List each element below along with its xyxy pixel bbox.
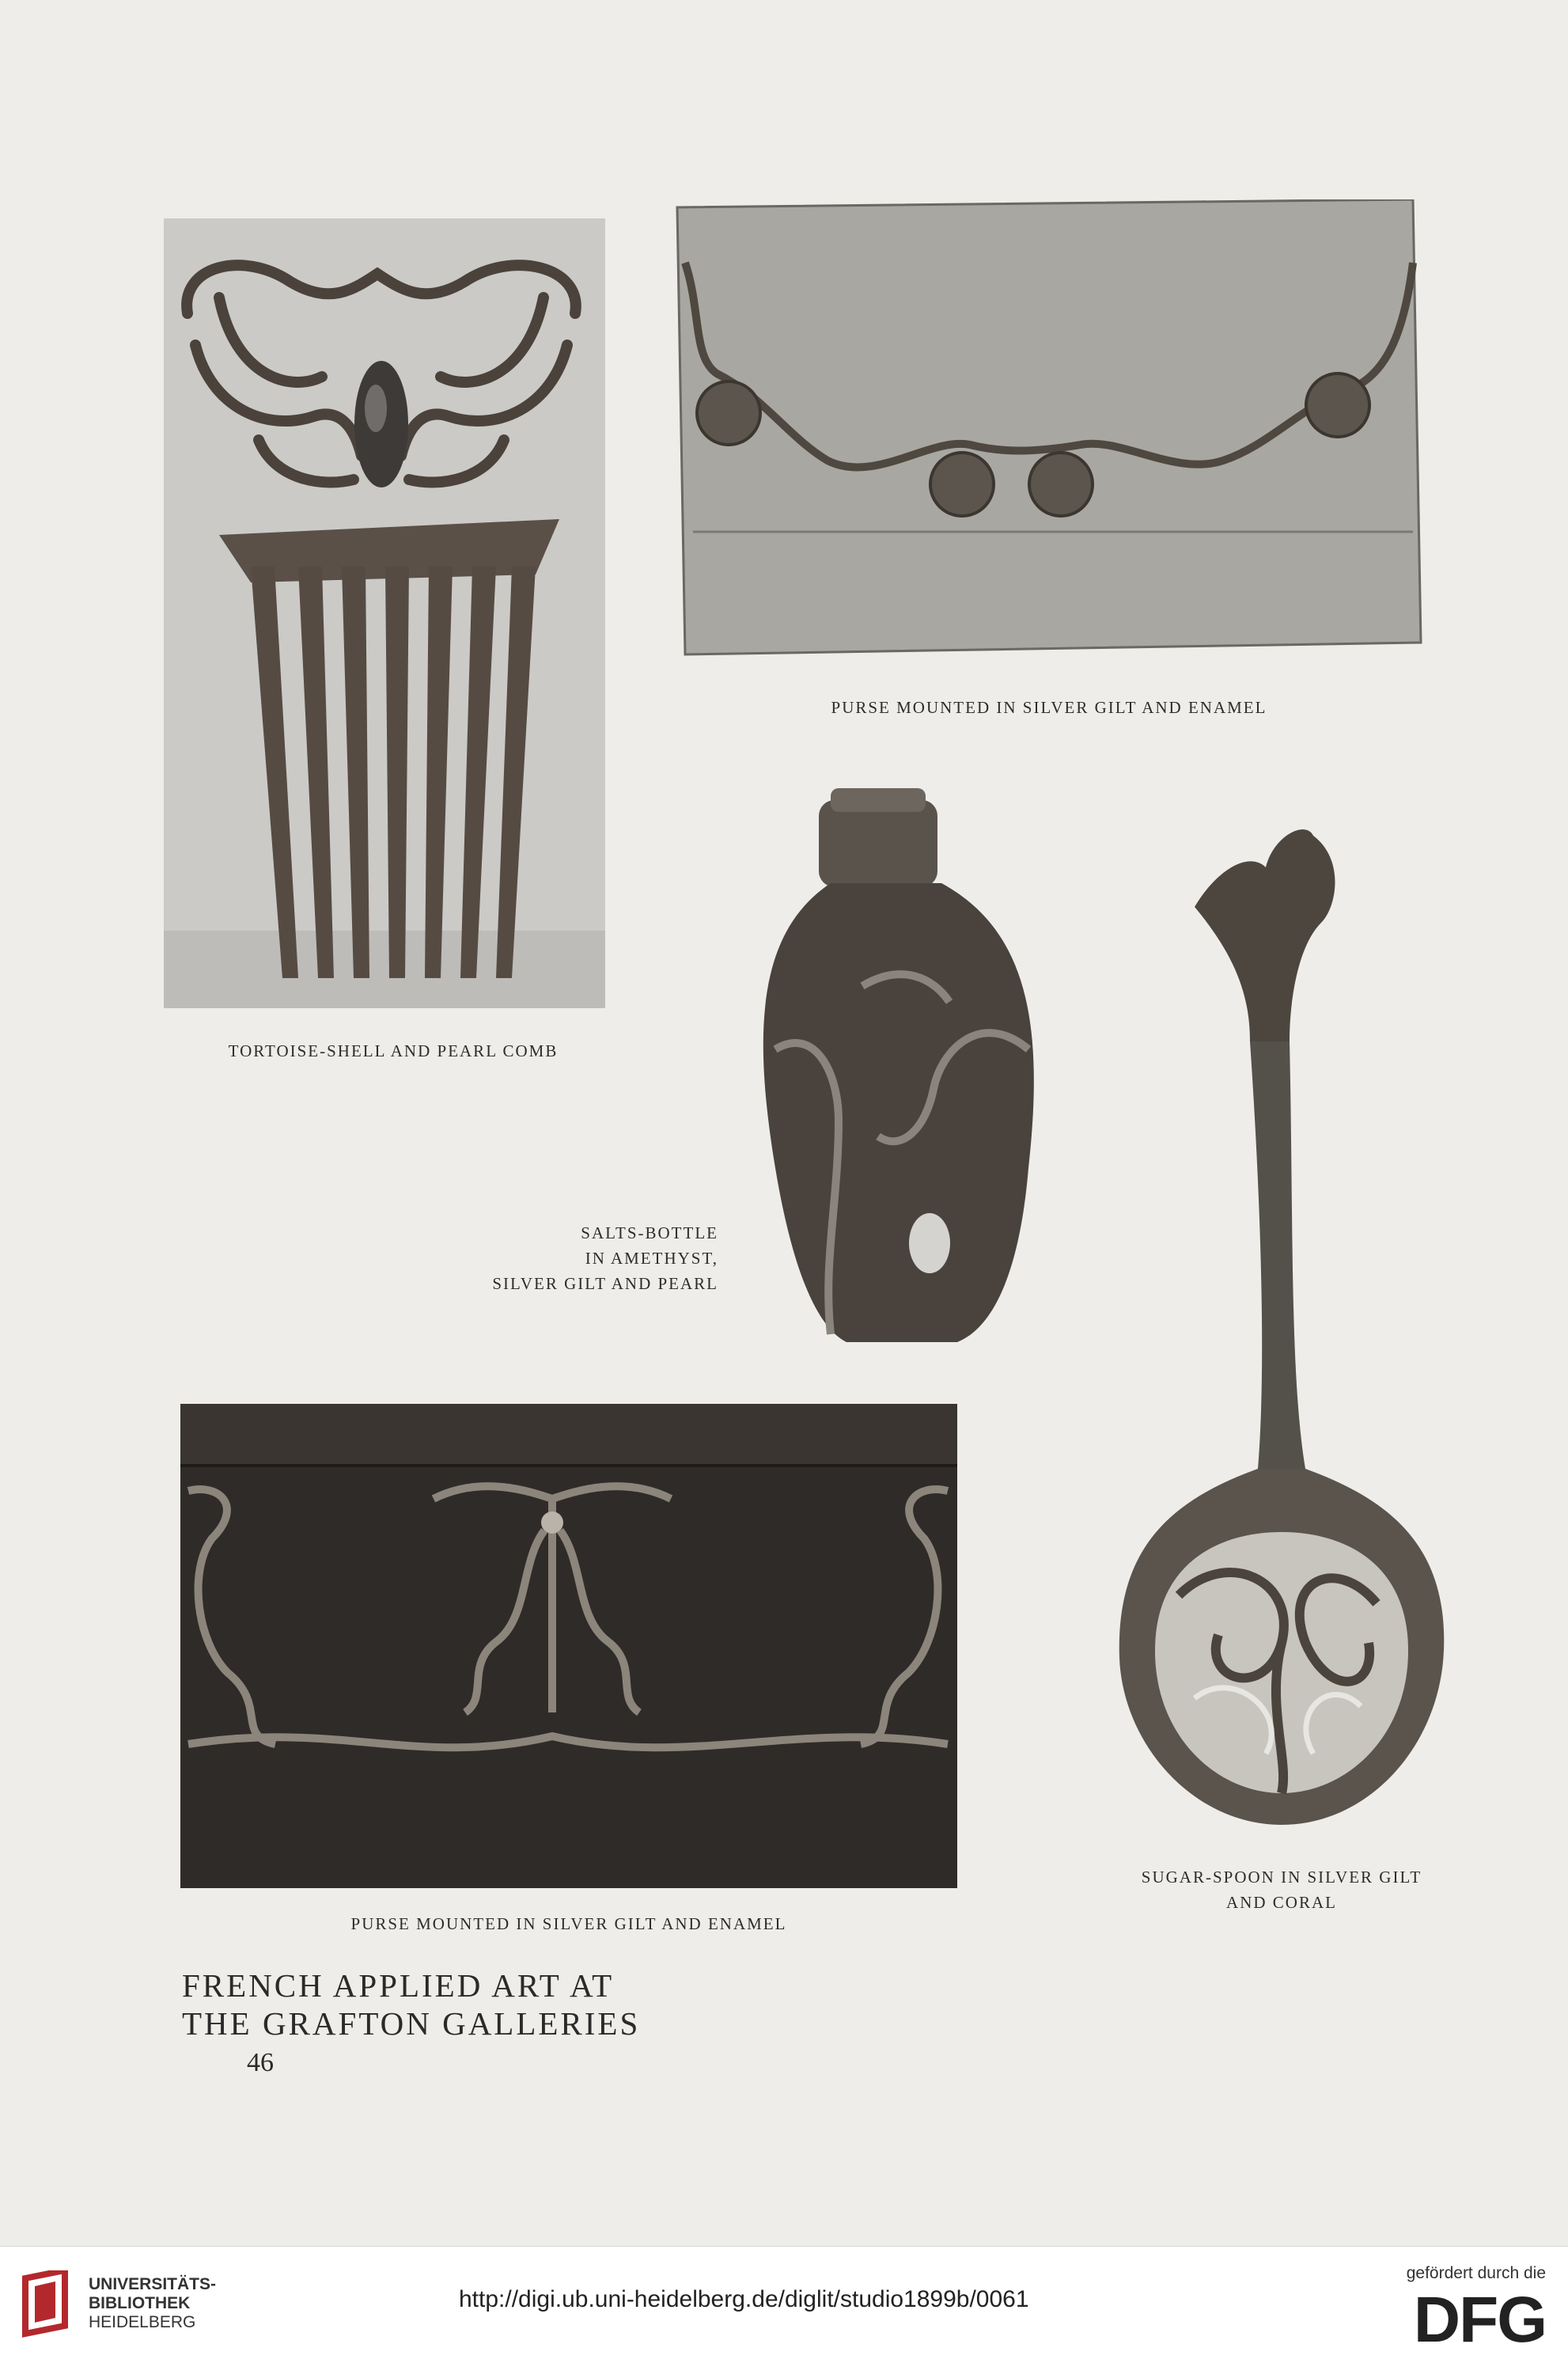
comb-caption: TORTOISE-SHELL AND PEARL COMB <box>228 1041 559 1060</box>
sugar-spoon-caption-line-2: AND CORAL <box>1226 1893 1337 1912</box>
sugar-spoon-illustration <box>1108 820 1464 1841</box>
page-number: 46 <box>247 2048 274 2077</box>
salts-bottle-caption-line-2: IN AMETHYST, <box>585 1249 718 1268</box>
purse-bottom-photo <box>180 1404 957 1888</box>
dfg-logo: DFG <box>1413 2284 1546 2356</box>
purse-top-caption: PURSE MOUNTED IN SILVER GILT AND ENAMEL <box>831 698 1267 717</box>
plate-title-line-2: THE GRAFTON GALLERIES <box>182 2005 641 2042</box>
library-name-line-2: BIBLIOTHEK <box>89 2294 191 2312</box>
purse-bottom-caption: PURSE MOUNTED IN SILVER GILT AND ENAMEL <box>350 1914 787 1933</box>
sugar-spoon-photo <box>1108 820 1464 1841</box>
university-library-logo-icon <box>17 2270 81 2346</box>
source-url-link[interactable]: http://digi.ub.uni-heidelberg.de/diglit/studio1899b/0061 <box>459 2286 1029 2312</box>
funder-label: gefördert durch die <box>1406 2264 1546 2282</box>
salts-bottle-caption-line-3: SILVER GILT AND PEARL <box>492 1274 718 1293</box>
salts-bottle-caption-line-1: SALTS-BOTTLE <box>581 1223 718 1242</box>
purse-top-illustration <box>669 199 1429 658</box>
comb-illustration <box>164 218 605 1008</box>
salts-bottle-photo <box>744 788 1060 1350</box>
sugar-spoon-caption <box>1100 1864 1464 1915</box>
comb-photo <box>164 218 605 1008</box>
footer-bar <box>0 2246 1568 2359</box>
library-name-line-1: UNIVERSITÄTS- <box>89 2275 217 2293</box>
plate-title-line-1: FRENCH APPLIED ART AT <box>182 1967 615 2004</box>
salts-bottle-caption <box>348 1220 718 1296</box>
library-name-line-3: HEIDELBERG <box>89 2313 196 2331</box>
purse-bottom-illustration <box>180 1404 957 1888</box>
salts-bottle-illustration <box>744 788 1060 1350</box>
plate-title <box>182 1966 640 2042</box>
university-library-name <box>89 2275 216 2332</box>
purse-top-photo <box>669 199 1429 658</box>
sugar-spoon-caption-line-1: SUGAR-SPOON IN SILVER GILT <box>1141 1868 1422 1887</box>
